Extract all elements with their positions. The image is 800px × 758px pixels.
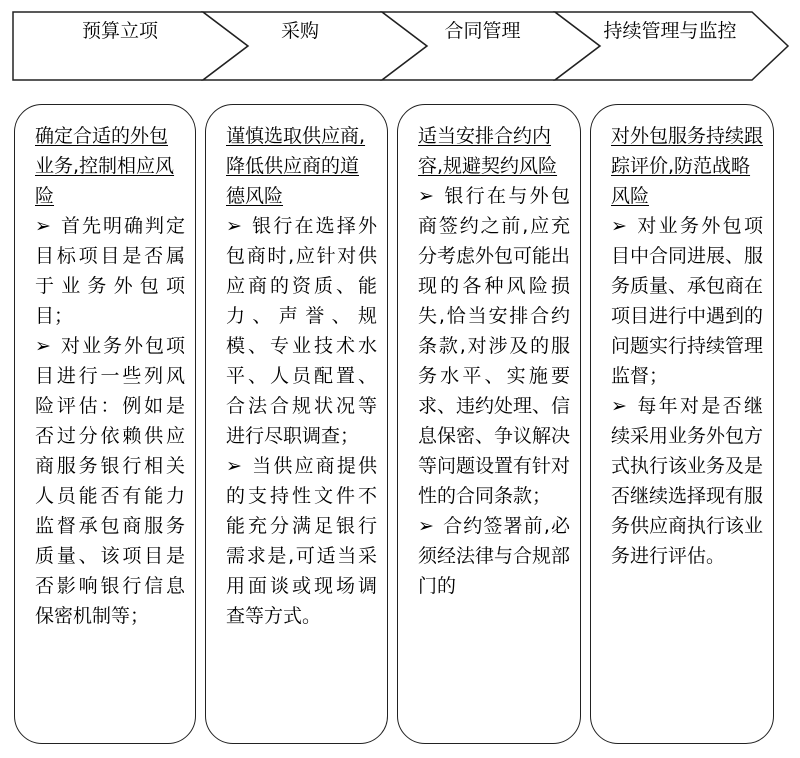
card-title: 适当安排合约内容,规避契约风险	[418, 125, 558, 177]
phase-label-monitoring: 持续管理与监控	[603, 20, 737, 42]
arrow-bullet-icon: ➢	[35, 215, 51, 237]
card-monitoring	[590, 104, 774, 744]
arrow-bullet-icon: ➢	[226, 455, 242, 477]
card-title: 对外包服务持续跟踪评价,防范战略风险	[611, 125, 764, 207]
card-item	[226, 451, 377, 631]
card-budget	[14, 104, 196, 744]
card-title: 确定合适的外包业务,控制相应风险	[35, 125, 175, 207]
card-contract	[397, 104, 581, 744]
card-item	[611, 391, 763, 571]
card-procurement	[205, 104, 388, 744]
card-item	[611, 211, 763, 391]
card-item-text: 合约签署前,必须经法律与合规部门的	[418, 515, 571, 597]
arrow-bullet-icon: ➢	[418, 515, 434, 537]
arrow-bullet-icon: ➢	[611, 215, 627, 237]
arrow-bullet-icon: ➢	[226, 215, 242, 237]
phase-label-procurement: 采购	[280, 20, 319, 42]
phase-label-contract: 合同管理	[444, 20, 521, 42]
arrow-bullet-icon: ➢	[611, 395, 627, 417]
card-item	[35, 211, 185, 331]
phase-label-budget: 预算立项	[81, 20, 158, 42]
arrow-bullet-icon: ➢	[418, 185, 434, 207]
card-item-text: 对业务外包项目中合同进展、服务质量、承包商在项目进行中遇到的问题实行持续管理监督；	[611, 215, 764, 387]
arrow-bullet-icon: ➢	[35, 335, 51, 357]
card-item-text: 银行在选择外包商时,应针对供应商的资质、能力、声誉、规模、专业技术水平、人员配置、合法合规状况等进行尽职调查；	[226, 215, 377, 447]
card-item-text: 首先明确判定目标项目是否属于业务外包项目；	[35, 215, 185, 327]
card-item	[35, 331, 185, 631]
card-item	[418, 511, 570, 601]
card-item-text: 每年对是否继续采用业务外包方式执行该业务及是否继续选择现有服务供应商执行该业务进行评估。	[611, 395, 764, 567]
card-item-text: 对业务外包项目进行一些列风险评估：例如是否过分依赖供应商服务银行相关人员能否有能力监督承包商服务质量、该项目是否影响银行信息保密机制等；	[35, 335, 185, 627]
card-title: 谨慎选取供应商,降低供应商的道德风险	[226, 125, 366, 207]
card-item-text: 银行在与外包商签约之前,应充分考虑外包可能出现的各种风险损失,恰当安排合约条款,对涉及的服务水平、实施要求、违约处理、信息保密、争议解决等问题设置有针对性的合同条款；	[418, 185, 571, 507]
card-item	[226, 211, 377, 451]
card-item-text: 当供应商提供的支持性文件不能充分满足银行需求是,可适当采用面谈或现场调查等方式。	[226, 455, 377, 627]
card-item	[418, 181, 570, 511]
